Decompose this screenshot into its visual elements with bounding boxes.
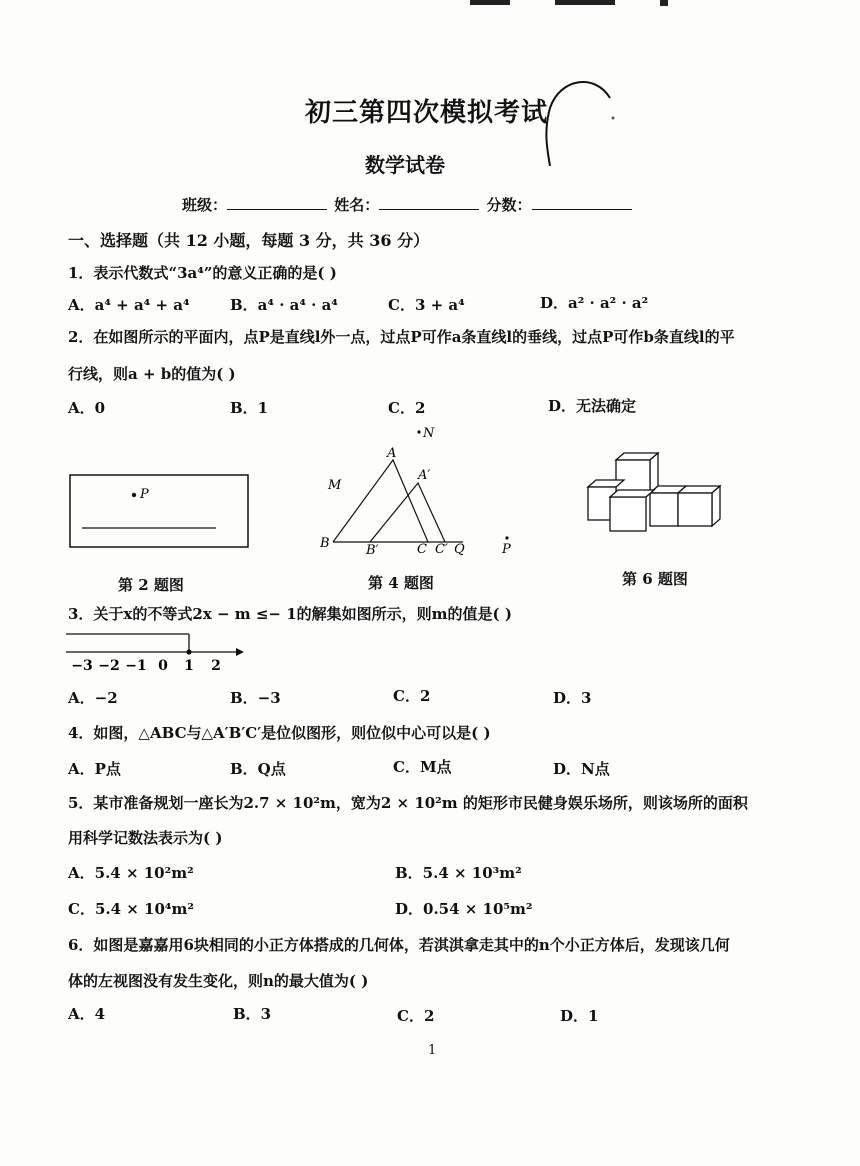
label-p: P [502, 542, 511, 557]
tick-label: −3 [71, 658, 93, 674]
q1-option-c[interactable]: C．3 + a⁴ [388, 296, 465, 314]
page-number: 1 [428, 1043, 437, 1058]
figure-2-caption: 第 2 题图 [118, 576, 184, 594]
figure-4 [315, 425, 530, 560]
q3-option-d[interactable]: D．3 [553, 689, 592, 707]
q2-option-c[interactable]: C．2 [388, 399, 426, 417]
q6-option-b[interactable]: B．3 [233, 1005, 272, 1023]
label-a-prime: A′ [418, 468, 431, 483]
question-1-stem: 1．表示代数式“3a⁴”的意义正确的是( ) [68, 264, 337, 282]
label-n: N [423, 426, 435, 441]
label-m: M [328, 478, 342, 493]
question-5-stem-line1: 5．某市准备规划一座长为2.7 × 10²m，宽为2 × 10²m 的矩形市民健身娱乐场所，则该场所的面积 [68, 794, 748, 812]
triangle-a2b2c2 [370, 483, 445, 542]
question-6-stem-line1: 6．如图是嘉嘉用6块相同的小正方体搭成的几何体，若淇淇拿走其中的n个小正方体后，发现该几何 [68, 936, 730, 954]
figure-2-point-label: P [140, 487, 149, 502]
number-line [62, 628, 252, 676]
q1-option-d[interactable]: D．a² · a² · a² [540, 294, 649, 312]
name-blank[interactable] [379, 195, 479, 210]
q2-option-d[interactable]: D．无法确定 [548, 397, 637, 415]
label-b-prime: B′ [366, 543, 379, 558]
page-title: 初三第四次模拟考试 [305, 98, 549, 128]
q4-option-a[interactable]: A．P点 [68, 760, 121, 778]
score-blank[interactable] [532, 195, 632, 210]
tick-label: 1 [184, 658, 194, 674]
class-blank[interactable] [227, 195, 327, 210]
tick-label: −2 [98, 658, 120, 674]
q3-option-c[interactable]: C．2 [393, 687, 431, 705]
q5-option-c[interactable]: C．5.4 × 10⁴m² [68, 900, 194, 918]
q2-option-b[interactable]: B．1 [230, 399, 269, 417]
q6-option-c[interactable]: C．2 [397, 1007, 435, 1025]
figure-4-caption: 第 4 题图 [368, 574, 434, 592]
q6-option-d[interactable]: D．1 [560, 1007, 599, 1025]
question-4-stem: 4．如图，△ABC与△A′B′C′是位似图形，则位似中心可以是( ) [68, 724, 491, 742]
tick-label: −1 [125, 658, 147, 674]
name-label: 姓名： [334, 196, 380, 214]
question-3-stem: 3．关于x的不等式2x − m ≤− 1的解集如图所示，则m的值是( ) [68, 605, 512, 623]
tick-label: 2 [211, 658, 221, 674]
handwritten-mark [540, 78, 620, 170]
class-label: 班级： [182, 196, 228, 214]
figure-2-plane [70, 475, 248, 547]
q2-option-a[interactable]: A．0 [68, 399, 106, 417]
figure-2-point-p [132, 493, 136, 497]
tick-label: 0 [158, 658, 168, 674]
q3-option-b[interactable]: B．−3 [230, 689, 281, 707]
figure-2 [66, 470, 252, 552]
q6-option-a[interactable]: A．4 [68, 1005, 106, 1023]
score-label: 分数： [486, 196, 532, 214]
q1-option-b[interactable]: B．a⁴ · a⁴ · a⁴ [230, 296, 338, 314]
scan-smudge [660, 0, 668, 6]
section-heading: 一、选择题（共 12 小题，每题 3 分，共 36 分） [68, 231, 430, 250]
q4-option-c[interactable]: C．M点 [393, 758, 452, 776]
label-q: Q [454, 542, 465, 557]
page-subtitle: 数学试卷 [365, 153, 445, 177]
question-2-stem-line2: 行线，则a + b的值为( ) [68, 365, 236, 383]
figure-6-caption: 第 6 题图 [622, 570, 688, 588]
q5-option-a[interactable]: A．5.4 × 10²m² [68, 864, 194, 882]
question-5-stem-line2: 用科学记数法表示为( ) [68, 829, 223, 847]
question-6-stem-line2: 体的左视图没有发生变化，则n的最大值为( ) [68, 972, 369, 990]
label-c-prime: C′ [435, 542, 448, 557]
info-line [182, 194, 632, 215]
label-c: C [417, 542, 427, 557]
q4-option-d[interactable]: D．N点 [553, 760, 610, 778]
q1-option-a[interactable]: A．a⁴ + a⁴ + a⁴ [68, 296, 190, 314]
q4-option-b[interactable]: B．Q点 [230, 760, 286, 778]
q3-option-a[interactable]: A．−2 [68, 689, 118, 707]
question-2-stem-line1: 2．在如图所示的平面内，点P是直线l外一点，过点P可作a条直线l的垂线，过点P可作b条直线l的平 [68, 328, 735, 346]
scan-smudge [470, 0, 510, 5]
q5-option-d[interactable]: D．0.54 × 10⁵m² [395, 900, 533, 918]
label-b: B [320, 536, 330, 551]
scan-smudge [555, 0, 615, 5]
endpoint-dot [186, 649, 191, 654]
label-a: A [387, 446, 397, 461]
figure-6 [582, 450, 722, 540]
q5-option-b[interactable]: B．5.4 × 10³m² [395, 864, 522, 882]
